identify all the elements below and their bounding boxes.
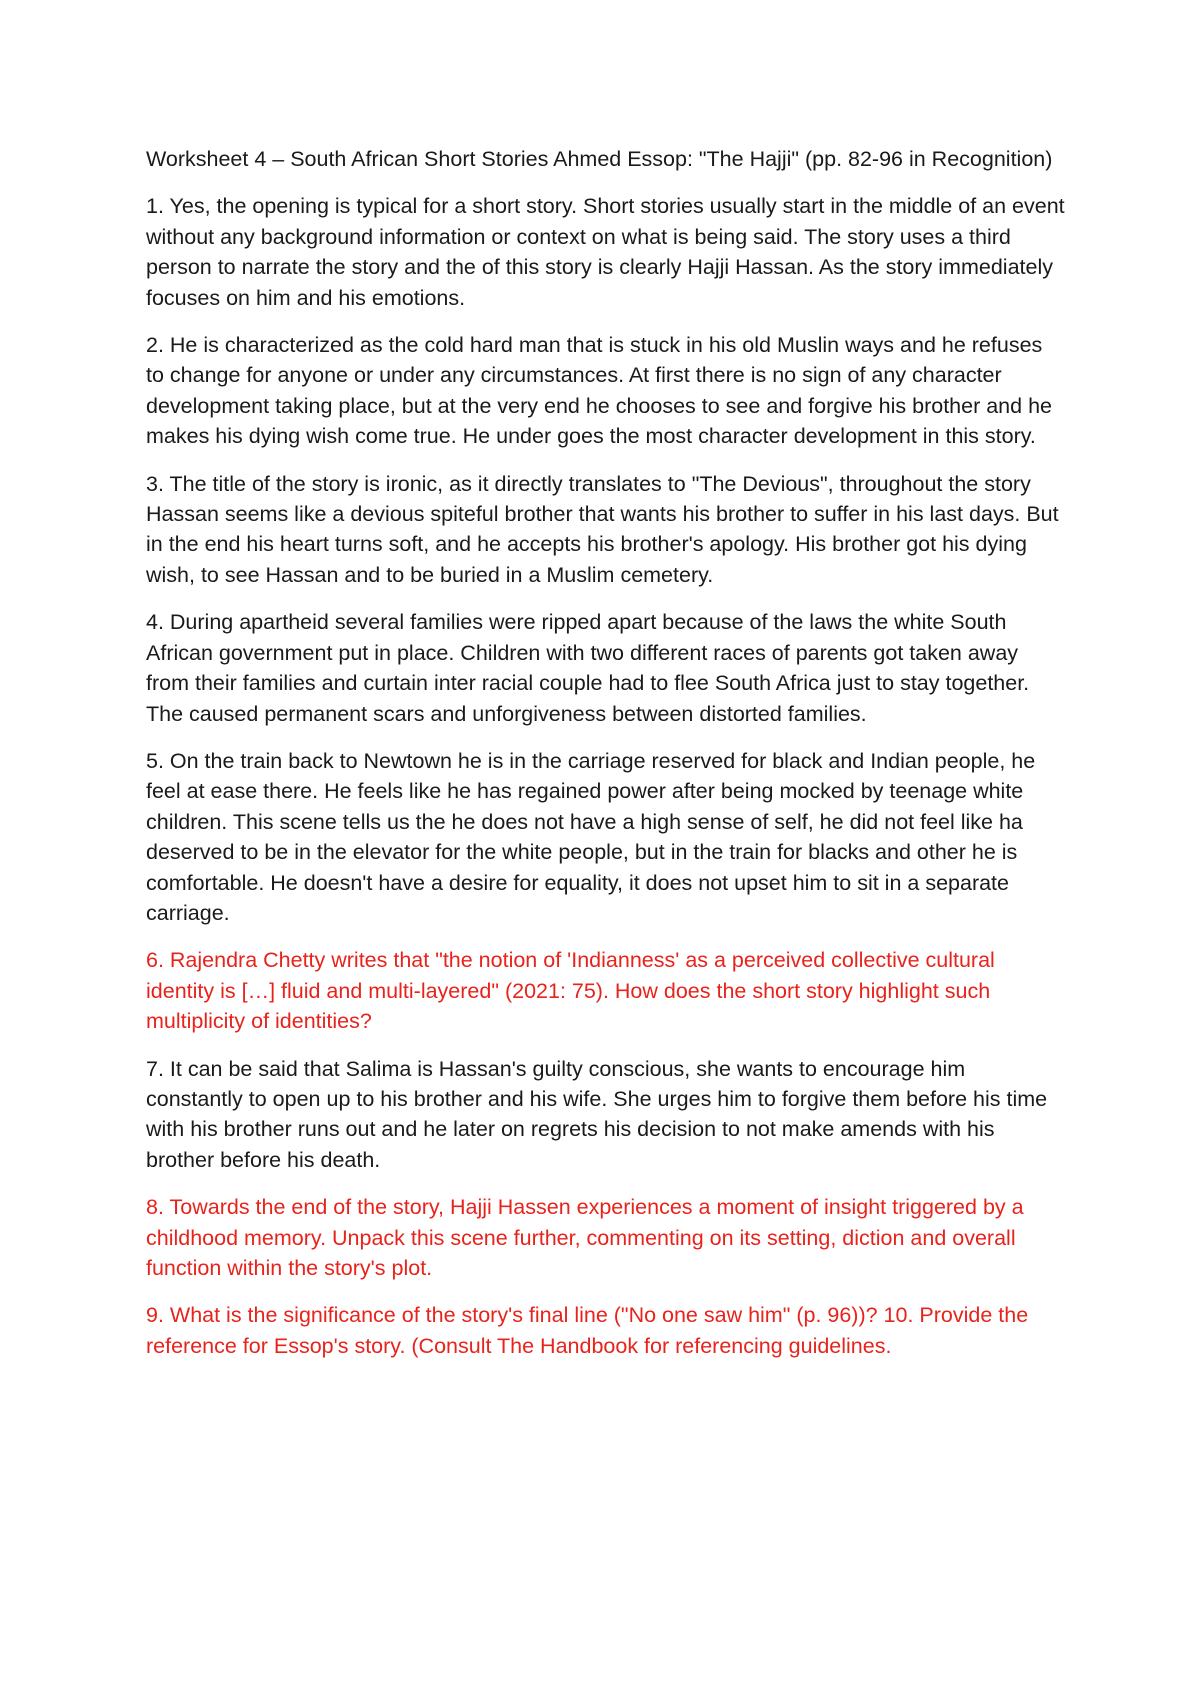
- answer-paragraph: 5. On the train back to Newtown he is in the carriage reserved for black and Indian people, he feel at ease there. He feels like he has regained power after being mocked by teenage white children. This scene tells us the he does not have a high sense of self, he did not feel like ha deserved to be in the elevator for the white people, but in the train for blacks and other he is comfortable. He doesn't have a desire for equality, it does not upset him to sit in a separate carriage.: [146, 748, 1036, 925]
- answer-paragraph: 2. He is characterized as the cold hard man that is stuck in his old Muslin ways and he refuses to change for anyone or under any circumstances. At first there is no sign of any character development taking place, but at the very end he chooses to see and forgive his brother and he makes his dying wish come true. He under goes the most character development in this story.: [146, 333, 1052, 449]
- question-paragraph: 8. Towards the end of the story, Hajji Hassen experiences a moment of insight triggered by a childhood memory. Unpack this scene further, commenting on its setting, diction and overall function within the story's plot.: [146, 1195, 1024, 1280]
- question-paragraph: 9. What is the significance of the story's final line ("No one saw him" (p. 96))? 10. Provide the reference for Essop's story. (Consult The Handbook for referencing guidelines.: [146, 1303, 1029, 1358]
- worksheet-title: Worksheet 4 – South African Short Stories Ahmed Essop: "The Hajji" (pp. 82-96 in Recognition): [146, 147, 1053, 171]
- paragraph-list: [146, 191, 1066, 1361]
- answer-paragraph: 3. The title of the story is ironic, as it directly translates to "The Devious", throughout the story Hassan seems like a devious spiteful brother that wants his brother to suffer in his last days. But in the end his heart turns soft, and he accepts his brother's apology. His brother got his dying wish, to see Hassan and to be buried in a Muslim cemetery.: [146, 471, 1059, 587]
- answer-paragraph: 4. During apartheid several families were ripped apart because of the laws the white South African government put in place. Children with two different races of parents got taken away from their families and curtain inter racial couple had to flee South Africa just to stay together. The caused permanent scars and unforgiveness between distorted families.: [146, 610, 1030, 726]
- question-paragraph: 6. Rajendra Chetty writes that "the notion of 'Indianness' as a perceived collective cultural identity is […] fluid and multi-layered" (2021: 75). How does the short story highlight such multiplicity of identities?: [146, 948, 995, 1034]
- document-body: [146, 144, 1066, 1378]
- answer-paragraph: 7. It can be said that Salima is Hassan's guilty conscious, she wants to encourage him constantly to open up to his brother and his wife. She urges him to forgive them before his time with his brother runs out and he later on regrets his decision to not make amends with his brother before his death.: [146, 1056, 1048, 1172]
- answer-paragraph: 1. Yes, the opening is typical for a short story. Short stories usually start in the middle of an event without any background information or context on what is being said. The story uses a third person to narrate the story and the of this story is clearly Hajji Hassan. As the story immediately focuses on him and his emotions.: [146, 194, 1065, 310]
